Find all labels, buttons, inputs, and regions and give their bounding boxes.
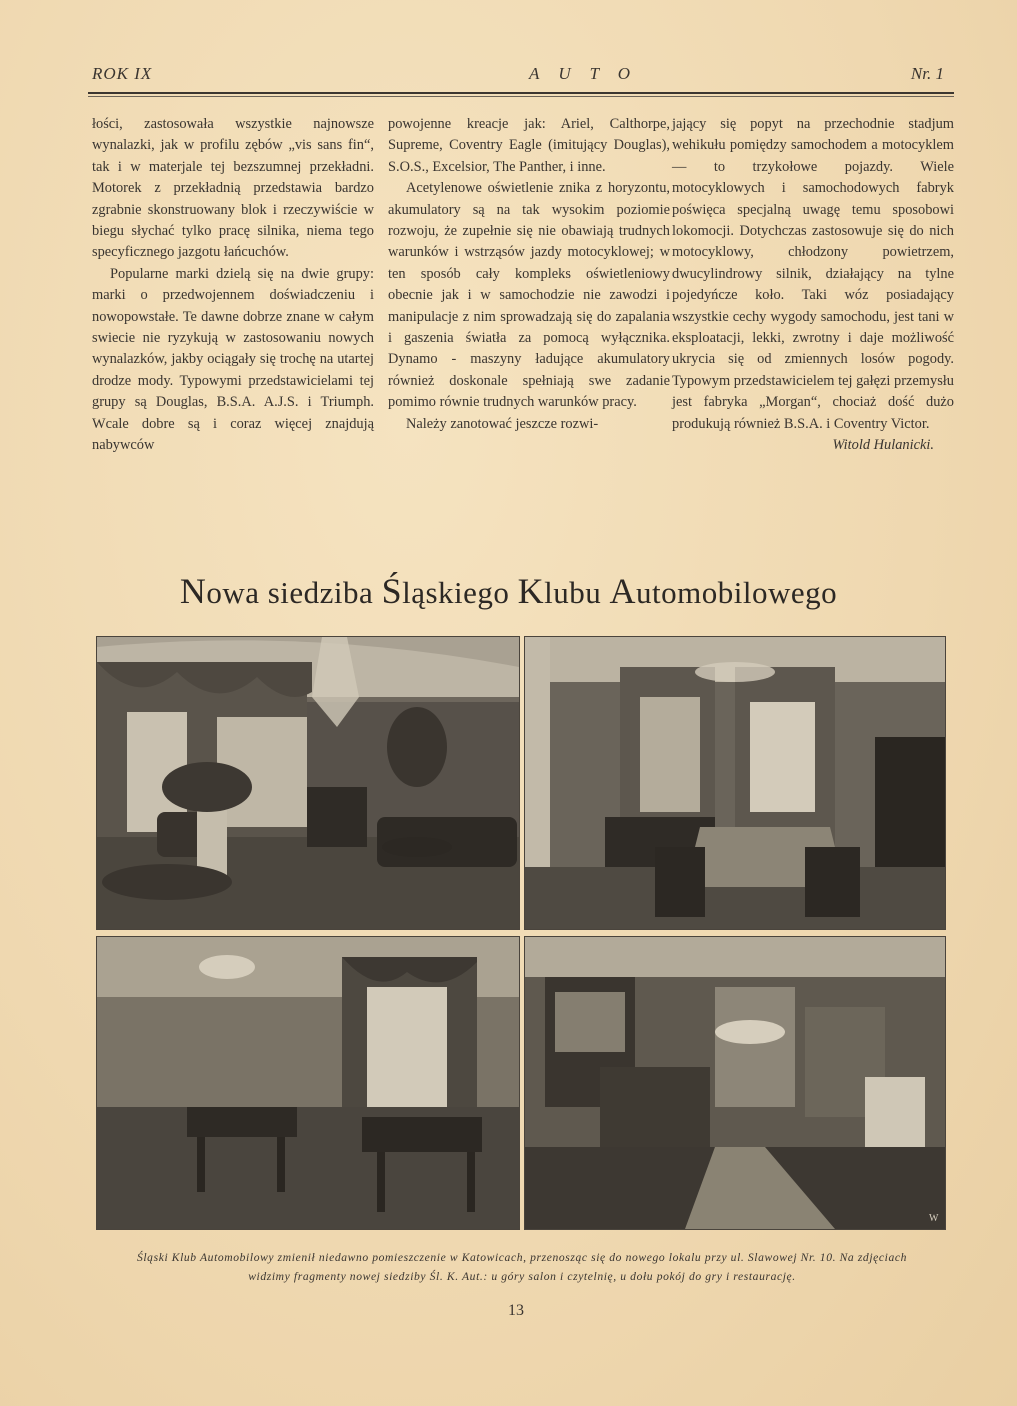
photo-restaurant xyxy=(524,936,946,1230)
title-text: utomobilowego xyxy=(636,575,838,610)
caption-line-2: widzimy fragmenty nowej siedziby Śl. K. Aut.: u góry salon i czytelnię, u dołu pokój do gry i restaurację. xyxy=(248,1270,796,1283)
paragraph: Acetylenowe oświetlenie znika z horyzontu, akumulatory są na tak wysokim poziomie rozwoju, że zupełnie się nie obawiają trudnych warunków i wstrząsów jazdy motocyklowej; w ten sposób cały kompleks oświetleniowy obecnie jak i w samochodzie nie zawodzi i manipulacje z nim sprowadzają się do zapalania i gaszenia światła za pomocą wyłącznika. Dynamo - maszyny ładujące akumulatory również doskonale spełniają swe zadanie pomimo równie trudnych warunków pracy. xyxy=(388,180,670,411)
restaurant-photo-image xyxy=(525,937,945,1229)
title-initial: N xyxy=(179,571,207,611)
header-rule xyxy=(88,92,954,94)
photo-salon xyxy=(96,636,520,930)
paragraph: powojenne kreacje jak: Ariel, Calthorpe, Supreme, Coventry Eagle (imitujący Douglas), S.O.S., Excelsior, The Panther, i inne. xyxy=(388,116,670,175)
paragraph: Popularne marki dzielą się na dwie grupy: marki o przedwojennem doświadczeniu i nowopowstałe. Te dawne dobrze znane w całym swiecie nie ryzykują w zastosowaniu nowych wynalazków, jakby ociągały się trochę na utartej drodze mody. Typowymi przedstawicielami tej grupy są Douglas, B.S.A. A.J.S. i Triumph. Wcale dobre są i coraz więcej znajdują nabywców xyxy=(92,265,374,454)
article-column-2 xyxy=(388,114,670,435)
salon-photo-image xyxy=(97,637,519,929)
title-initial: A xyxy=(609,571,637,611)
photographer-monogram: W xyxy=(929,1213,939,1224)
page-number: 13 xyxy=(508,1302,524,1319)
feature-title xyxy=(0,570,1017,612)
paragraph: jający się popyt na przechodnie stadjum wehikułu pomiędzy samochodem a motocyklem — to trzykołowe pojazdy. Wiele motocyklowych i samochodowych fabryk poświęca specjalną uwagę temu sposobowi lokomocji. Dotychczas zastosowuje się do nich motocyklowy, chłodzony powietrzem, dwucylindrowy silnik, działający na tylne pojedyńcze koło. Taki wóz posiadający wszystkie cechy wygody samochodu, jest tani w eksploatacji, lekki, zwrotny i daje możliwość ukrycia się od zmiennych losów pogody. Typowym przedstawicielem tej gałęzi przemysłu jest fabryka „Morgan“, chociaż dość dużo produkują również B.S.A. i Coventry Victor. xyxy=(672,116,954,432)
paragraph: Należy zanotować jeszcze rozwi- xyxy=(406,415,599,432)
article-column-3 xyxy=(672,114,954,457)
title-text: ląskiego xyxy=(402,575,518,610)
game-room-photo-image xyxy=(97,937,519,1229)
photo-reading-room xyxy=(524,636,946,930)
caption-line-1: Śląski Klub Automobilowy zmienił niedawno pomieszczenie w Katowicach, przenosząc się do nowego lokalu przy ul. Slawowej Nr. 10. Na zdjęciach xyxy=(136,1251,908,1264)
article-column-1 xyxy=(92,114,374,457)
paragraph: łości, zastosowała wszystkie najnowsze wynalazki, jak w profilu zębów „vis sans fin“, tak i w materjale tej bezszumnej przekładni. Motorek z przekładnią przedstawia bardzo zgrabnie skonstruowany blok i rzeczywiście w biegu słychać tylko pracę silnika, niema tego specyficznego jazgotu łańcuchów. xyxy=(92,116,374,261)
magazine-title: AUTO xyxy=(529,64,650,83)
running-header xyxy=(92,62,952,92)
photo-caption xyxy=(92,1248,952,1286)
title-initial: Ś xyxy=(381,571,403,611)
title-initial: K xyxy=(517,571,545,611)
issue-number: Nr. 1 xyxy=(910,64,944,83)
title-text: owa siedziba xyxy=(206,575,382,610)
author-signature: Witold Hulanicki. xyxy=(832,437,934,454)
header-rule-thin xyxy=(88,96,954,97)
volume-label: ROK IX xyxy=(92,64,153,83)
title-text: lubu xyxy=(544,575,610,610)
photo-game-room xyxy=(96,936,520,1230)
reading-room-photo-image xyxy=(525,637,945,929)
